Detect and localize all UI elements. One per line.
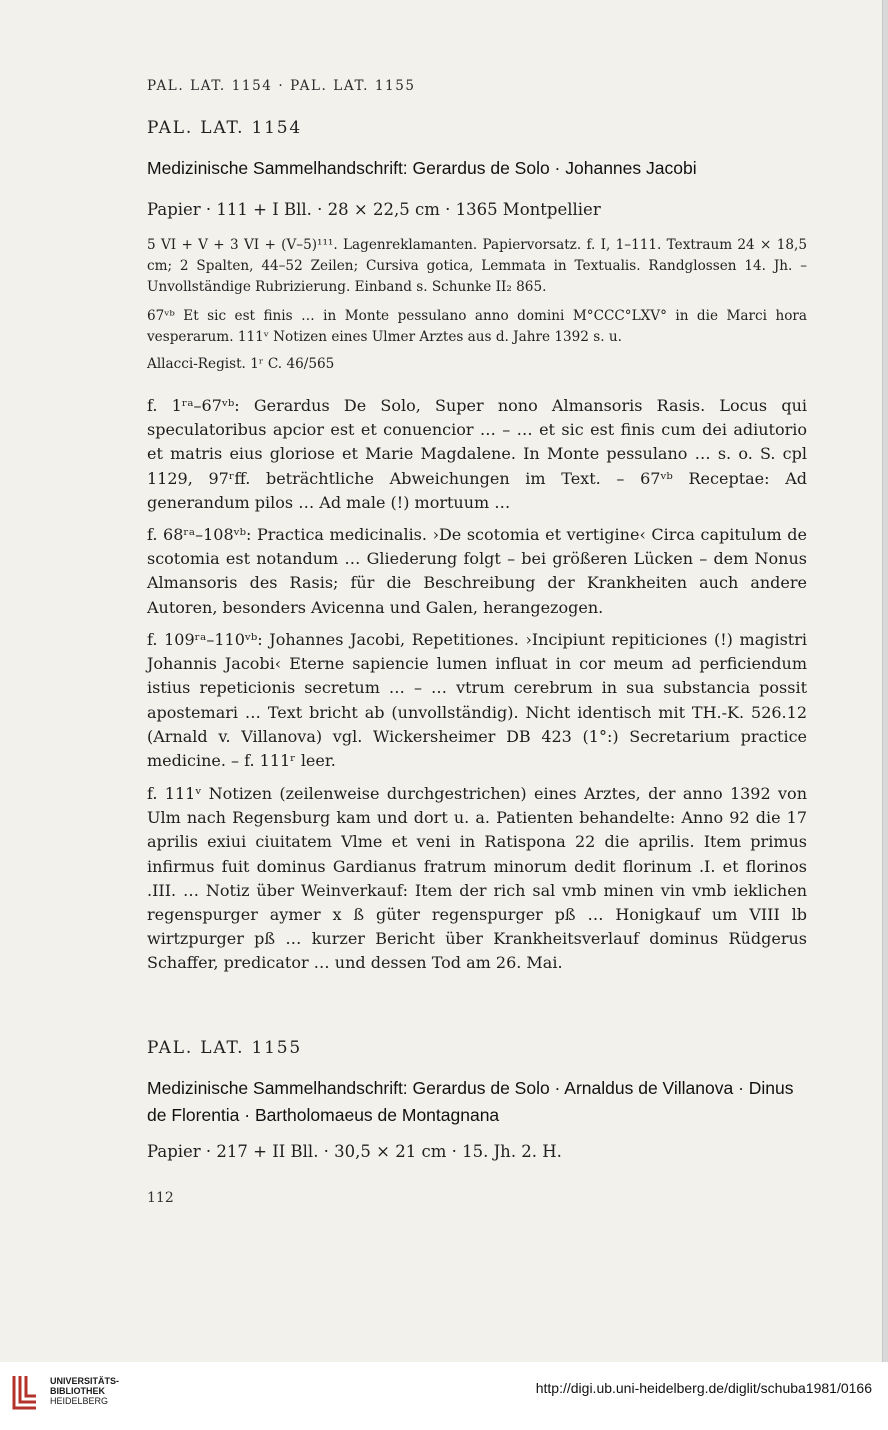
entry-title: Medizinische Sammelhandschrift: Gerardus de Solo · Johannes Jacobi [147, 158, 697, 178]
library-name [50, 1376, 119, 1406]
content-paragraph: f. 1ʳᵃ–67ᵛᵇ: Gerardus De Solo, Super nono Almansoris Rasis. Locus qui speculatoribus apcior est et conuencior … – … et sic est finis cum dei adiutorio et matris eius gloriose et Marie Magdalene. In Monte pessulano … s. o. S. cpl 1129, 97ʳff. beträchtliche Abweichungen im Text. – 67ᵛᵇ Receptae: Ad generandum pilos … Ad male (!) mortuum … [147, 396, 807, 512]
library-logo-icon [6, 1372, 42, 1412]
allacci-reference: Allacci-Regist. 1ʳ C. 46/565 [147, 356, 335, 372]
colophon-text: 67ᵛᵇ Et sic est finis … in Monte pessulano anno domini M°CCC°LXV° in die Marci hora vesperarum. 111ᵛ Notizen eines Ulmer Arztes aus d. Jahre 1392 s. u. [147, 308, 807, 345]
entry-title: Medizinische Sammelhandschrift: Gerardus de Solo · Arnaldus de Villanova · Dinus de Florentia · Bartholomaeus de Montagnana [147, 1078, 794, 1125]
content-paragraph: f. 111ᵛ Notizen (zeilenweise durchgestrichen) eines Arztes, der anno 1392 von Ulm nach Regensburg kam und dort u. a. Patienten behandelte: Anno 92 die 17 aprilis exiui ciuitatem Vlme et veni in Ratispona 22 die aprilis. Item primus infirmus fuit dominus Gardianus fratrum minorum dedit florinum .I. et florinos .III. … Notiz über Weinverkauf: Item der rich sal vmb minen vin vmb ieklichen regenspurger aymer x ß güter regenspurger pß … Honigkauf um VIII lb wirtzpurger pß … kurzer Bericht über Krankheitsverlauf dominus Rüdgerus Schaffer, predicator … und dessen Tod am 26. Mai. [147, 784, 807, 973]
entry-meta: Papier · 111 + I Bll. · 28 × 22,5 cm · 1365 Montpellier [147, 200, 601, 219]
page-number: 112 [147, 1190, 174, 1206]
entry-signature: PAL. LAT. 1155 [147, 1038, 302, 1058]
content-paragraph: f. 109ʳᵃ–110ᵛᵇ: Johannes Jacobi, Repetitiones. ›Incipiunt repiticiones (!) magistri Johannis Jacobi‹ Eterne sapiencie lumen influat in cor meum ad perficiendum istius repeticionis secretum … – … vtrum cerebrum in sua substancia possit apostemari … Text bricht ab (unvollständig). Nicht identisch mit TH.-K. 526.12 (Arnald v. Villanova) vgl. Wickersheimer DB 423 (1°:) Secretarium practice medicine. – f. 111ʳ leer. [147, 630, 807, 771]
collation-text: 5 VI + V + 3 VI + (V–5)¹¹¹. Lagenreklamanten. Papiervorsatz. f. I, 1–111. Textraum 24 × 18,5 cm; 2 Spalten, 44–52 Zeilen; Cursiva gotica, Lemmata in Textualis. Randglossen 14. Jh. – Unvollständige Rubrizierung. Einband s. Schunke II₂ 865. [147, 237, 807, 295]
library-name-line: BIBLIOTHEK [50, 1386, 105, 1396]
library-name-line: HEIDELBERG [50, 1396, 109, 1406]
entry-meta: Papier · 217 + II Bll. · 30,5 × 21 cm · 15. Jh. 2. H. [147, 1142, 562, 1161]
viewer-footer [0, 1362, 888, 1430]
page-url-link[interactable]: http://digi.ub.uni-heidelberg.de/diglit/schuba1981/0166 [535, 1380, 872, 1396]
content-paragraph: f. 68ʳᵃ–108ᵛᵇ: Practica medicinalis. ›De scotomia et vertigine‹ Circa capitulum de scotomia est notandum … Gliederung folgt – bei größeren Lücken – dem Nonus Almansoris des Rasis; für die Beschreibung der Krankheiten auch andere Autoren, besonders Avicenna und Galen, herangezogen. [147, 525, 807, 617]
library-name-line: UNIVERSITÄTS- [50, 1376, 120, 1386]
running-head: PAL. LAT. 1154 · PAL. LAT. 1155 [147, 78, 416, 94]
entry-signature: PAL. LAT. 1154 [147, 118, 302, 138]
